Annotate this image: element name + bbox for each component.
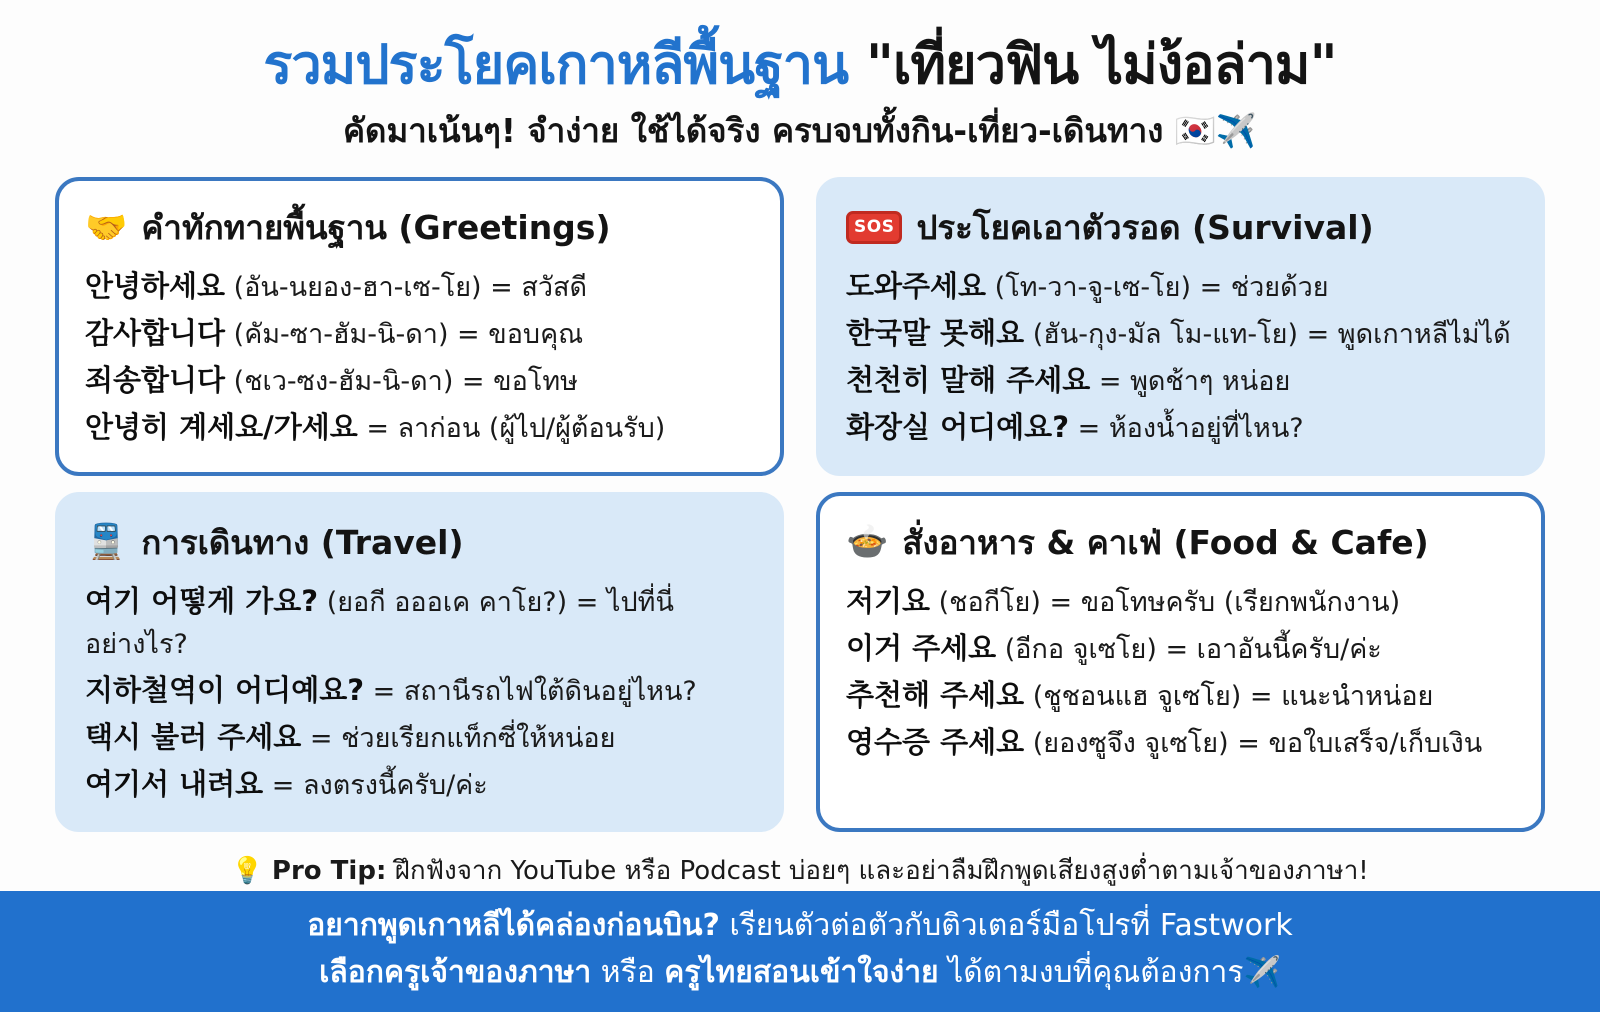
phrase-line <box>846 264 1515 309</box>
phrase-cards-grid <box>0 157 1600 832</box>
pro-tip-label: Pro Tip: <box>271 856 387 887</box>
korean-phrase: 지하철역이 어디예요? <box>85 672 365 707</box>
phrase-translation: (อัน-นยอง-ฮา-เซ-โย) = สวัสดี <box>225 272 588 304</box>
phrase-translation: = ลาก่อน (ผู้ไป/ผู้ต้อนรับ) <box>357 412 666 444</box>
phrase-line <box>846 405 1515 450</box>
phrase-translation: = ห้องน้ำอยู่ที่ไหน? <box>1069 412 1304 444</box>
phrase-translation: (ชูชอนแฮ จูเซโย) = แนะนำหน่อย <box>1024 680 1434 712</box>
card-survival-title-text: ประโยคเอาตัวรอด (Survival) <box>916 208 1374 248</box>
phrase-line <box>846 720 1515 765</box>
korean-phrase: 안녕하세요 <box>85 269 226 304</box>
korean-phrase: 감사합니다 <box>85 316 226 351</box>
korean-phrase: 여기서 내려요 <box>85 766 264 801</box>
page-title-quote: "เที่ยวฟิน ไม่ง้อล่าม" <box>848 33 1337 96</box>
korean-phrase: 화장실 어디예요? <box>846 409 1070 444</box>
phrase-line <box>846 673 1515 718</box>
phrase-line <box>846 358 1515 403</box>
card-food-cafe <box>816 492 1545 833</box>
korean-phrase: 한국말 못해요 <box>846 316 1025 351</box>
bulb-icon: 💡 <box>231 856 264 887</box>
banner-line-1 <box>0 903 1600 950</box>
page-subtitle-text: คัดมาเน้นๆ! จำง่าย ใช้ได้จริง ครบจบทั้งกิน-เที่ยว-เดินทาง <box>342 111 1175 151</box>
phrase-translation: = สถานีรถไฟใต้ดินอยู่ไหน? <box>364 675 697 707</box>
card-travel <box>55 492 784 833</box>
card-survival <box>816 177 1545 476</box>
korean-phrase: 택시 불러 주세요 <box>85 719 302 754</box>
sos-icon: SOS <box>846 211 902 244</box>
korean-phrase: 도와주세요 <box>846 269 987 304</box>
korean-phrase: 이거 주세요 <box>846 630 997 665</box>
plane-icon: ✈️ <box>1243 954 1281 990</box>
korean-phrase: 안녕히 계세요/가세요 <box>85 409 358 444</box>
banner-line-2-rest: ได้ตามงบที่คุณต้องการ <box>938 954 1244 990</box>
phrase-line <box>85 762 754 807</box>
phrase-translation: (ชอกีโย) = ขอโทษครับ (เรียกพนักงาน) <box>930 586 1401 618</box>
train-icon: 🚆 <box>85 522 128 563</box>
phrase-line <box>85 264 754 309</box>
food-pot-icon: 🍲 <box>846 522 889 563</box>
card-travel-title-text: การเดินทาง (Travel) <box>141 522 464 562</box>
phrase-translation: = ช่วยเรียกแท็กซี่ให้หน่อย <box>301 722 616 754</box>
korean-phrase: 영수증 주세요 <box>846 724 1025 759</box>
phrase-line <box>85 668 754 713</box>
page-title <box>0 34 1600 96</box>
phrase-line <box>846 311 1515 356</box>
footer-banner <box>0 891 1600 1012</box>
banner-line-1-rest: เรียนตัวต่อตัวกับติวเตอร์มือโปรที่ Fastwork <box>719 908 1293 944</box>
page-subtitle <box>0 104 1600 157</box>
card-greetings-title-text: คำทักทายพื้นฐาน (Greetings) <box>141 208 611 248</box>
phrase-translation: (ยองซูจึง จูเซโย) = ขอใบเสร็จ/เก็บเงิน <box>1024 727 1483 759</box>
korean-phrase: 죄송합니다 <box>85 362 226 397</box>
korean-phrase: 여기 어떻게 가요? <box>85 583 319 618</box>
banner-line-2-bold-1: เลือกครูเจ้าของภาษา <box>319 954 592 990</box>
korean-phrase: 천천히 말해 주세요 <box>846 362 1091 397</box>
phrase-translation: = ลงตรงนี้ครับ/ค่ะ <box>263 769 488 801</box>
korean-phrase: 저기요 <box>846 583 931 618</box>
card-survival-title <box>846 201 1515 254</box>
phrase-line <box>85 405 754 450</box>
card-greetings <box>55 177 784 476</box>
card-greetings-title <box>85 201 754 254</box>
phrase-line <box>85 311 754 356</box>
phrase-line <box>85 715 754 760</box>
banner-line-1-bold: อยากพูดเกาหลีได้คล่องก่อนบิน? <box>307 908 720 944</box>
pro-tip <box>0 850 1600 891</box>
banner-line-2 <box>0 950 1600 997</box>
kr-flag-plane-icon: 🇰🇷✈️ <box>1174 111 1258 151</box>
phrase-line <box>846 626 1515 671</box>
phrase-translation: (ยอกี อออเค คาโย?) = ไปที่นี่อย่างไร? <box>85 586 674 660</box>
phrase-line <box>85 579 754 666</box>
phrase-translation: (คัม-ซา-ฮัม-นิ-ดา) = ขอบคุณ <box>225 319 584 351</box>
card-travel-title <box>85 516 754 569</box>
phrase-translation: = พูดช้าๆ หน่อย <box>1090 365 1291 397</box>
phrase-translation: (ฮัน-กุง-มัล โม-แท-โย) = พูดเกาหลีไม่ได้ <box>1024 319 1511 351</box>
banner-line-2-bold-2: ครูไทยสอนเข้าใจง่าย <box>664 954 939 990</box>
phrase-translation: (โท-วา-จู-เซ-โย) = ช่วยด้วย <box>986 272 1329 304</box>
page-title-highlight: รวมประโยคเกาหลีพื้นฐาน <box>263 33 849 96</box>
korean-phrase: 추천해 주세요 <box>846 677 1025 712</box>
handshake-icon: 🤝 <box>85 207 128 248</box>
phrase-translation: (ชเว-ซง-ฮัม-นิ-ดา) = ขอโทษ <box>225 365 578 397</box>
header <box>0 0 1600 157</box>
phrase-translation: (อีกอ จูเซโย) = เอาอันนี้ครับ/ค่ะ <box>996 633 1382 665</box>
banner-line-2-mid: หรือ <box>591 954 665 990</box>
pro-tip-text: ฝึกฟังจาก YouTube หรือ Podcast บ่อยๆ และอย่าลืมฝึกพูดเสียงสูงต่ำตามเจ้าของภาษา! <box>386 856 1369 887</box>
phrase-line <box>846 579 1515 624</box>
card-food-cafe-title <box>846 516 1515 569</box>
card-food-cafe-title-text: สั่งอาหาร & คาเฟ่ (Food & Cafe) <box>902 522 1429 562</box>
phrase-line <box>85 358 754 403</box>
